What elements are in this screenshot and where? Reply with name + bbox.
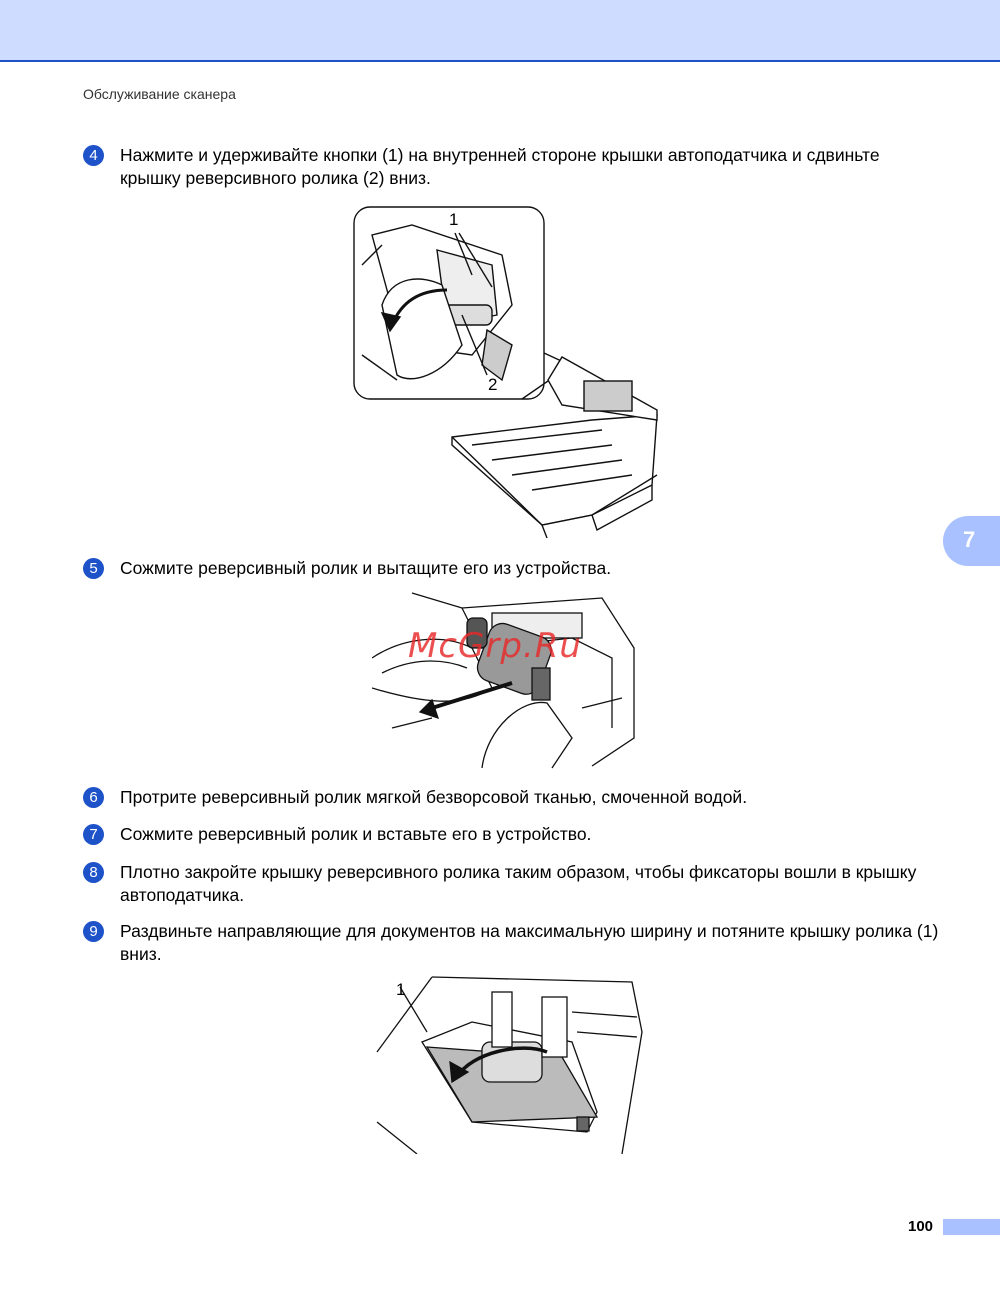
figure-remove-roller: [372, 588, 644, 770]
step-text: Нажмите и удерживайте кнопки (1) на внутренней стороне крышки автоподатчика и сдвиньте крышку реверсивного ролика (2) вниз.: [120, 145, 880, 188]
step-number-badge: 9: [83, 921, 104, 942]
callout-1: 1: [396, 980, 406, 999]
illustration-scanner-roller-cover: [352, 205, 672, 540]
watermark: McGrp.Ru: [408, 626, 582, 666]
step-text: Сожмите реверсивный ролик и вытащите его из устройства.: [120, 558, 612, 578]
step-text: Плотно закройте крышку реверсивного ролика таким образом, чтобы фиксаторы вошли в крышку автоподатчика.: [120, 862, 917, 905]
callout-2: 2: [488, 375, 498, 394]
step-number-badge: 7: [83, 824, 104, 845]
illustration-pull-roller-cover: [372, 972, 644, 1154]
step-number-badge: 4: [83, 145, 104, 166]
illustration-remove-roller: [372, 588, 644, 770]
figure-open-roller-cover: [352, 205, 672, 540]
chapter-number: 7: [963, 527, 976, 552]
breadcrumb: Обслуживание сканера: [83, 86, 236, 102]
page-number: 100: [908, 1218, 934, 1235]
step-number-badge: 6: [83, 787, 104, 808]
step-text: Раздвиньте направляющие для документов на максимальную ширину и потяните крышку ролика (1) вниз.: [120, 921, 939, 964]
page-number-bar: [943, 1219, 1000, 1235]
step-text: Сожмите реверсивный ролик и вставьте его в устройство.: [120, 824, 592, 844]
step-number-badge: 5: [83, 558, 104, 579]
chapter-tab: [943, 516, 1000, 566]
step-text: Протрите реверсивный ролик мягкой безворсовой тканью, смоченной водой.: [120, 787, 748, 807]
header-band: [0, 0, 1000, 62]
step-number-badge: 8: [83, 862, 104, 883]
callout-1: 1: [449, 210, 459, 229]
figure-pull-roller-cover: [372, 972, 644, 1154]
